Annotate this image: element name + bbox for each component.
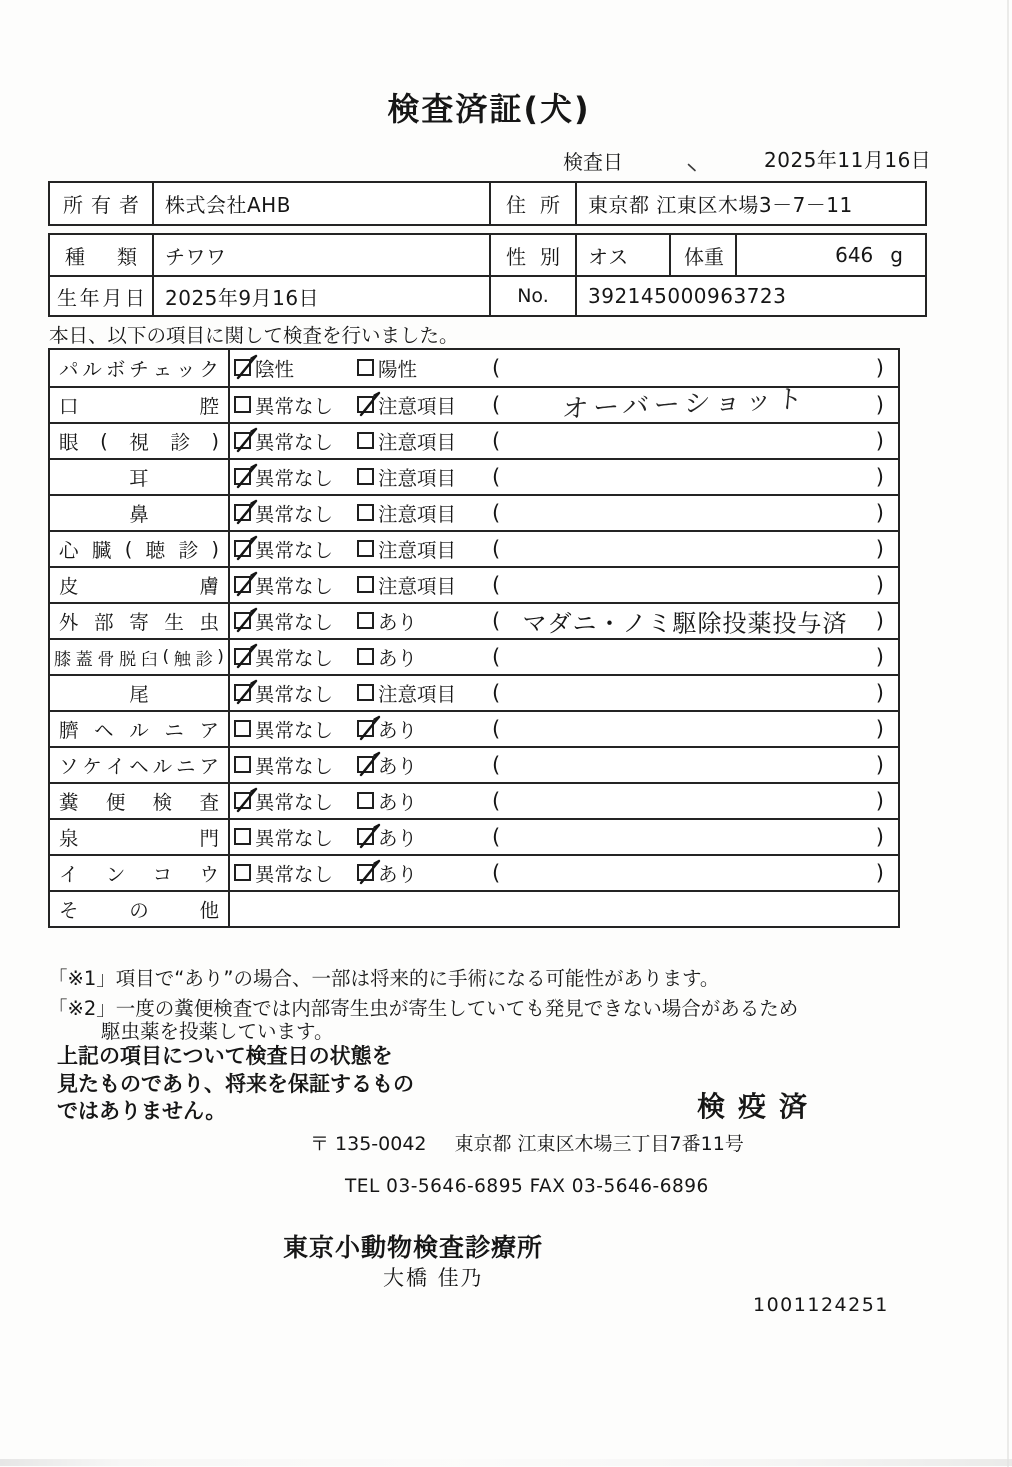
pen-tick-mark (687, 157, 697, 166)
exam-row-content (230, 892, 898, 926)
exam-row-content (230, 856, 898, 890)
checkbox-normal (234, 540, 251, 557)
checkbox-normal (234, 432, 251, 449)
exam-row-content (230, 496, 898, 530)
exam-row-content (230, 712, 898, 746)
paren-close: ) (875, 645, 884, 669)
exam-row-content (230, 568, 898, 602)
checkbox-present (357, 864, 374, 881)
exam-row-content (230, 604, 898, 638)
paren-open: ( (492, 393, 501, 417)
disclaimer-text (57, 1043, 414, 1126)
checkbox-present (357, 720, 374, 737)
exam-row-content (230, 676, 898, 710)
checkbox-present (357, 828, 374, 845)
option1-label: 異常なし (255, 827, 334, 850)
exam-row-fontanelle (50, 818, 898, 854)
option2-label: 陽性 (378, 358, 418, 381)
paren-close: ) (875, 609, 884, 633)
paren-close: ) (875, 789, 884, 813)
checkbox-present (357, 792, 374, 809)
owner-value: 株式会社AHB (152, 183, 489, 224)
checkbox-normal (234, 720, 251, 737)
checkbox-attention (357, 432, 374, 449)
exam-row-fecal-exam (50, 782, 898, 818)
breed-label: 種 類 (65, 244, 137, 269)
scan-edge-artifact-bottom (0, 1459, 1012, 1466)
checkbox-normal (234, 396, 251, 413)
paren-open: ( (492, 573, 501, 597)
checkbox-present (357, 756, 374, 773)
inspection-date-label: 検査日 (563, 150, 623, 174)
checkbox-attention (357, 576, 374, 593)
option1-label: 異常なし (255, 503, 334, 526)
option1-label: 異常なし (255, 431, 334, 454)
sex-value: オス (575, 235, 669, 275)
option2-label: 注意項目 (378, 431, 457, 454)
option1-label: 異常なし (255, 647, 334, 670)
paren-close: ) (875, 681, 884, 705)
weight-unit: g (890, 243, 903, 267)
sex-label: 性 別 (489, 235, 575, 275)
option2-label: 注意項目 (378, 503, 457, 526)
option2-label: 注意項目 (378, 539, 457, 562)
paren-open: ( (492, 537, 501, 561)
exam-row-content (230, 532, 898, 566)
exam-row-content (230, 640, 898, 674)
option1-label: 異常なし (255, 791, 334, 814)
exam-row-content (230, 820, 898, 854)
exam-row-cryptorchidism (50, 854, 898, 890)
option1-label: 異常なし (255, 755, 334, 778)
document-number: 1001124251 (753, 1294, 889, 1316)
exam-item-label: 外 部 寄 生 虫 (50, 604, 230, 638)
animal-info-table (48, 233, 927, 317)
exam-row-other (50, 890, 898, 926)
paren-close: ) (875, 537, 884, 561)
option1-label: 異常なし (255, 611, 334, 634)
handwritten-note: オーバーショット (560, 384, 809, 425)
checkbox-present (357, 648, 374, 665)
clinic-address-line (310, 1129, 744, 1156)
weight-number: 646 (835, 243, 874, 267)
paren-open: ( (492, 717, 501, 741)
footnote-2-line2: 駆虫薬を投薬しています。 (101, 1020, 334, 1043)
exam-item-label: 皮 膚 (50, 568, 230, 602)
number-label: No. (489, 277, 575, 315)
paren-close: ) (875, 356, 884, 380)
checkbox-attention (357, 684, 374, 701)
checkbox-attention (357, 468, 374, 485)
option2-label: 注意項目 (378, 575, 457, 598)
number-value: 392145000963723 (575, 277, 925, 315)
paren-open: ( (492, 609, 501, 633)
exam-row-eyes (50, 422, 898, 458)
quarantine-stamp: 検疫済 (697, 1090, 821, 1123)
paren-open: ( (492, 429, 501, 453)
birthdate-label: 生 年 月 日 (57, 285, 145, 310)
paren-close: ) (875, 465, 884, 489)
birthdate-value: 2025年9月16日 (152, 277, 489, 315)
paren-close: ) (875, 825, 884, 849)
postal-code: 〒 135-0042 (310, 1133, 427, 1155)
exam-item-label: ソ ケ イ ヘ ル ニ ア (50, 748, 230, 782)
checkbox-normal (234, 828, 251, 845)
checkbox-negative (234, 359, 251, 376)
owner-label: 所 有 者 (63, 193, 139, 217)
paren-close: ) (875, 861, 884, 885)
exam-row-content (230, 460, 898, 494)
exam-row-content (230, 384, 898, 425)
option2-label: あり (378, 863, 418, 886)
checkbox-present (357, 612, 374, 629)
exam-row-oral-cavity (50, 384, 898, 425)
paren-open: ( (492, 465, 501, 489)
exam-item-label: 尾 (50, 676, 230, 710)
exam-row-inguinal-hernia (50, 746, 898, 782)
document-title: 検査済証(犬) (387, 90, 591, 128)
option1-label: 異常なし (255, 395, 334, 418)
checkbox-attention (357, 540, 374, 557)
exam-item-label: 臍 ヘ ル ニ ア (50, 712, 230, 746)
address-label: 住 所 (489, 183, 575, 224)
option2-label: あり (378, 791, 418, 814)
exam-item-label: 糞 便 検 査 (50, 784, 230, 818)
weight-label: 体 重 (669, 235, 735, 275)
option2-label: 注意項目 (378, 395, 457, 418)
clinic-address: 東京都 江東区木場三丁目7番11号 (454, 1133, 744, 1155)
exam-item-label: パ ル ボ チ ェ ッ ク (50, 350, 230, 386)
option1-label: 異常なし (255, 719, 334, 742)
paren-close: ) (875, 573, 884, 597)
exam-item-label: 眼 ( 視 診 ) (50, 424, 230, 458)
address-value: 東京都 江東区木場3－7－11 (575, 183, 925, 224)
scan-edge-artifact-right (1007, 0, 1009, 1467)
option1-label: 異常なし (255, 467, 334, 490)
option2-label: あり (378, 647, 418, 670)
option1-label: 陰性 (255, 358, 295, 381)
paren-close: ) (875, 717, 884, 741)
checkbox-normal (234, 612, 251, 629)
checkbox-normal (234, 864, 251, 881)
paren-open: ( (492, 825, 501, 849)
exam-item-label: そ の 他 (50, 892, 230, 926)
option1-label: 異常なし (255, 863, 334, 886)
exam-table (48, 348, 900, 928)
checkbox-normal (234, 648, 251, 665)
examiner-name: 大橋 佳乃 (383, 1266, 484, 1290)
option2-label: あり (378, 719, 418, 742)
disclaimer-line2: 見たものであり、将来を保証するもの (57, 1071, 414, 1096)
checkbox-attention (357, 396, 374, 413)
disclaimer-line1: 上記の項目について検査日の状態を (57, 1044, 393, 1068)
exam-row-skin (50, 566, 898, 602)
checkbox-normal (234, 576, 251, 593)
paren-close: ) (875, 393, 884, 417)
exam-item-label: 口 腔 (50, 388, 230, 422)
owner-info-table (48, 181, 927, 226)
exam-row-content (230, 784, 898, 818)
paren-open: ( (492, 681, 501, 705)
paren-open: ( (492, 356, 501, 380)
option2-label: 注意項目 (378, 467, 457, 490)
clinic-name: 東京小動物検査診療所 (283, 1233, 544, 1262)
exam-row-content (230, 424, 898, 458)
exam-item-label: 耳 (50, 460, 230, 494)
checkbox-normal (234, 756, 251, 773)
exam-row-heart (50, 530, 898, 566)
paren-close: ) (875, 501, 884, 525)
weight-value (735, 235, 925, 275)
checkbox-normal (234, 792, 251, 809)
option1-label: 異常なし (255, 575, 334, 598)
exam-row-umbilical-hernia (50, 710, 898, 746)
exam-row-ears (50, 458, 898, 494)
exam-row-external-parasites (50, 602, 898, 638)
inspection-date-value: 2025年11月16日 (764, 148, 932, 172)
exam-item-label: 心 臓 ( 聴 診 ) (50, 532, 230, 566)
breed-value: チワワ (152, 235, 489, 275)
paren-open: ( (492, 645, 501, 669)
option1-label: 異常なし (255, 539, 334, 562)
paren-close: ) (875, 753, 884, 777)
paren-open: ( (492, 753, 501, 777)
paren-open: ( (492, 501, 501, 525)
exam-row-tail (50, 674, 898, 710)
checkbox-positive (357, 359, 374, 376)
checkbox-normal (234, 504, 251, 521)
checkbox-normal (234, 684, 251, 701)
exam-item-label: 泉 門 (50, 820, 230, 854)
option2-label: あり (378, 755, 418, 778)
intro-sentence: 本日、以下の項目に関して検査を行いました。 (49, 324, 459, 347)
exam-row-nose (50, 494, 898, 530)
paren-open: ( (492, 861, 501, 885)
tel-fax-line: TEL 03-5646-6895 FAX 03-5646-6896 (345, 1176, 709, 1197)
checkbox-attention (357, 504, 374, 521)
disclaimer-line3: ではありません。 (57, 1099, 227, 1123)
option2-label: 注意項目 (378, 683, 457, 706)
exam-row-patella (50, 638, 898, 674)
option2-label: あり (378, 611, 418, 634)
exam-item-label: 膝 蓋 骨 脱 臼 ( 触 診 ) (50, 640, 230, 674)
option2-label: あり (378, 827, 418, 850)
exam-item-label: イ ン コ ウ (50, 856, 230, 890)
checkbox-normal (234, 468, 251, 485)
paren-close: ) (875, 429, 884, 453)
option1-label: 異常なし (255, 683, 334, 706)
paren-open: ( (492, 789, 501, 813)
exam-item-label: 鼻 (50, 496, 230, 530)
footnote-2-line1: 「※2」一度の糞便検査では内部寄生虫が寄生していても発見できない場合があるため (48, 997, 799, 1020)
footnote-1: 「※1」項目で“あり”の場合、一部は将来的に手術になる可能性があります。 (48, 967, 720, 990)
exam-row-content (230, 748, 898, 782)
paren-note: マダニ・ノミ駆除投薬投与済 (522, 609, 848, 638)
